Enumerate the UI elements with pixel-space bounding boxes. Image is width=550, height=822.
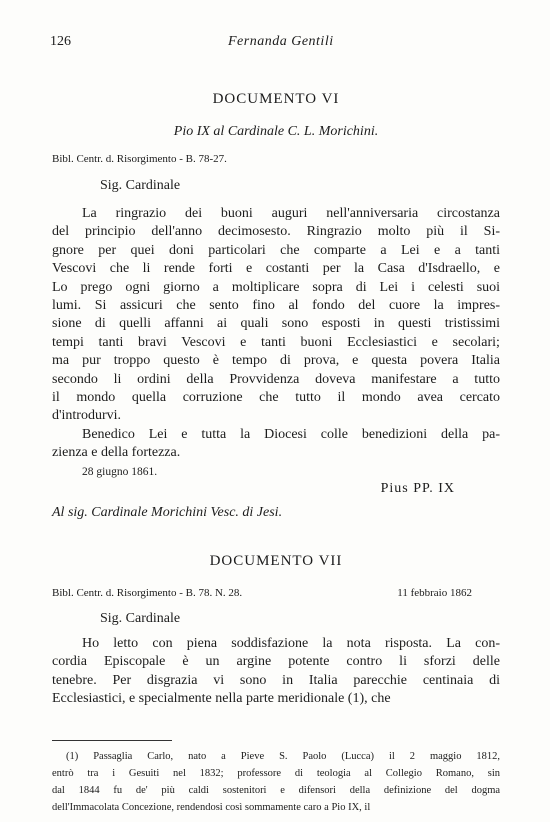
doc7-title: DOCUMENTO VII [209,553,343,569]
doc6-body-line: ma pur troppo questo è tempo di prova, e questa povera Italia [52,353,500,369]
footnote-line: (1) Passaglia Carlo, nato a Pieve S. Paolo (Lucca) il 2 maggio 1812, [66,751,501,762]
doc6-closing-line: Benedico Lei e tutta la Diocesi colle benedizioni della pa- [82,427,501,442]
doc6-body-line: gnore per quei doni particolari che comparte a Lei e a tanti [52,242,501,258]
doc6-body-line: del principio dell'anno decimosesto. Ringrazio molto più il Si- [52,224,501,240]
doc6-closing-line: zienza e della fortezza. [52,445,181,461]
doc6-body-line: lumi. Si assicuri che sento fino al fondo del cuore la impres- [52,297,501,313]
footnote-line: dell'Immacolata Concezione, rendendosi così sommamente caro a Pio IX, il [52,802,371,813]
doc6-body-line: tempi tanti bravi Vescovi e tanti buoni Ecclesiastici e secolari; [52,334,500,350]
doc6-body-line: il mondo quella corruzione che tutto il mondo avea cercato [52,389,501,405]
page-header [50,34,510,54]
doc7-salutation: Sig. Cardinale [100,611,181,626]
doc7-body-line: cordia Episcopale è un argine potente contro li sforzi delle [52,654,500,670]
doc6-body-line: sione di quelli affanni ai quali sono esposti in questi tristissimi [52,316,501,332]
doc6-body-line: Lo prego ogni giorno a moltiplicare sopra di Lei i celesti suoi [52,279,501,295]
doc7-body-line: Ecclesiastici, e specialmente nella parte meridionale (1), che [52,691,391,707]
doc6-date: 28 giugno 1861. [82,466,158,478]
doc6-salutation: Sig. Cardinale [100,178,181,193]
page-number: 126 [50,34,71,49]
doc7-date: 11 febbraio 1862 [397,587,472,599]
doc6-recipient: Al sig. Cardinale Morichini Vesc. di Jesi. [52,505,283,520]
footnote-line: dal 1844 fu de' più caldi sostenitori e difensori della definizione del dogma [52,785,501,796]
doc6-addressee: Pio IX al Cardinale C. L. Morichini. [173,124,379,139]
doc6-title: DOCUMENTO VI [212,91,340,107]
doc6-closing [52,426,500,463]
doc7-body-line: tenebre. Per disgrazia vi sono in Italia parecchie centinaia di [52,672,501,688]
doc6-body-line: Vescovi che li rende forti e costanti per la Casa d'Isdraello, e [52,261,500,277]
doc6-signature: Pius PP. IX [380,481,455,496]
doc6-body-line: d'introdurvi. [52,408,122,424]
footnote-line: entrò tra i Gesuiti nel 1832; professore di teologia al Collegio Romano, sin [52,768,500,779]
footnote-rule [52,740,172,741]
running-head: Fernanda Gentili [228,34,334,49]
doc6-body-line: secondo li ordini della Provvidenza doveva manifestare a tutto [52,371,500,387]
doc6-body-line: La ringrazio dei buoni auguri nell'anniversaria circostanza [82,206,500,221]
doc7-source-row [52,587,500,599]
footnote [52,748,500,816]
doc7-body [52,635,500,709]
doc6-body [52,205,500,426]
doc6-source: Bibl. Centr. d. Risorgimento - B. 78-27. [52,153,227,165]
doc7-source: Bibl. Centr. d. Risorgimento - B. 78. N. 28. [52,587,243,599]
doc7-body-line: Ho letto con piena soddisfazione la nota risposta. La con- [82,636,501,651]
